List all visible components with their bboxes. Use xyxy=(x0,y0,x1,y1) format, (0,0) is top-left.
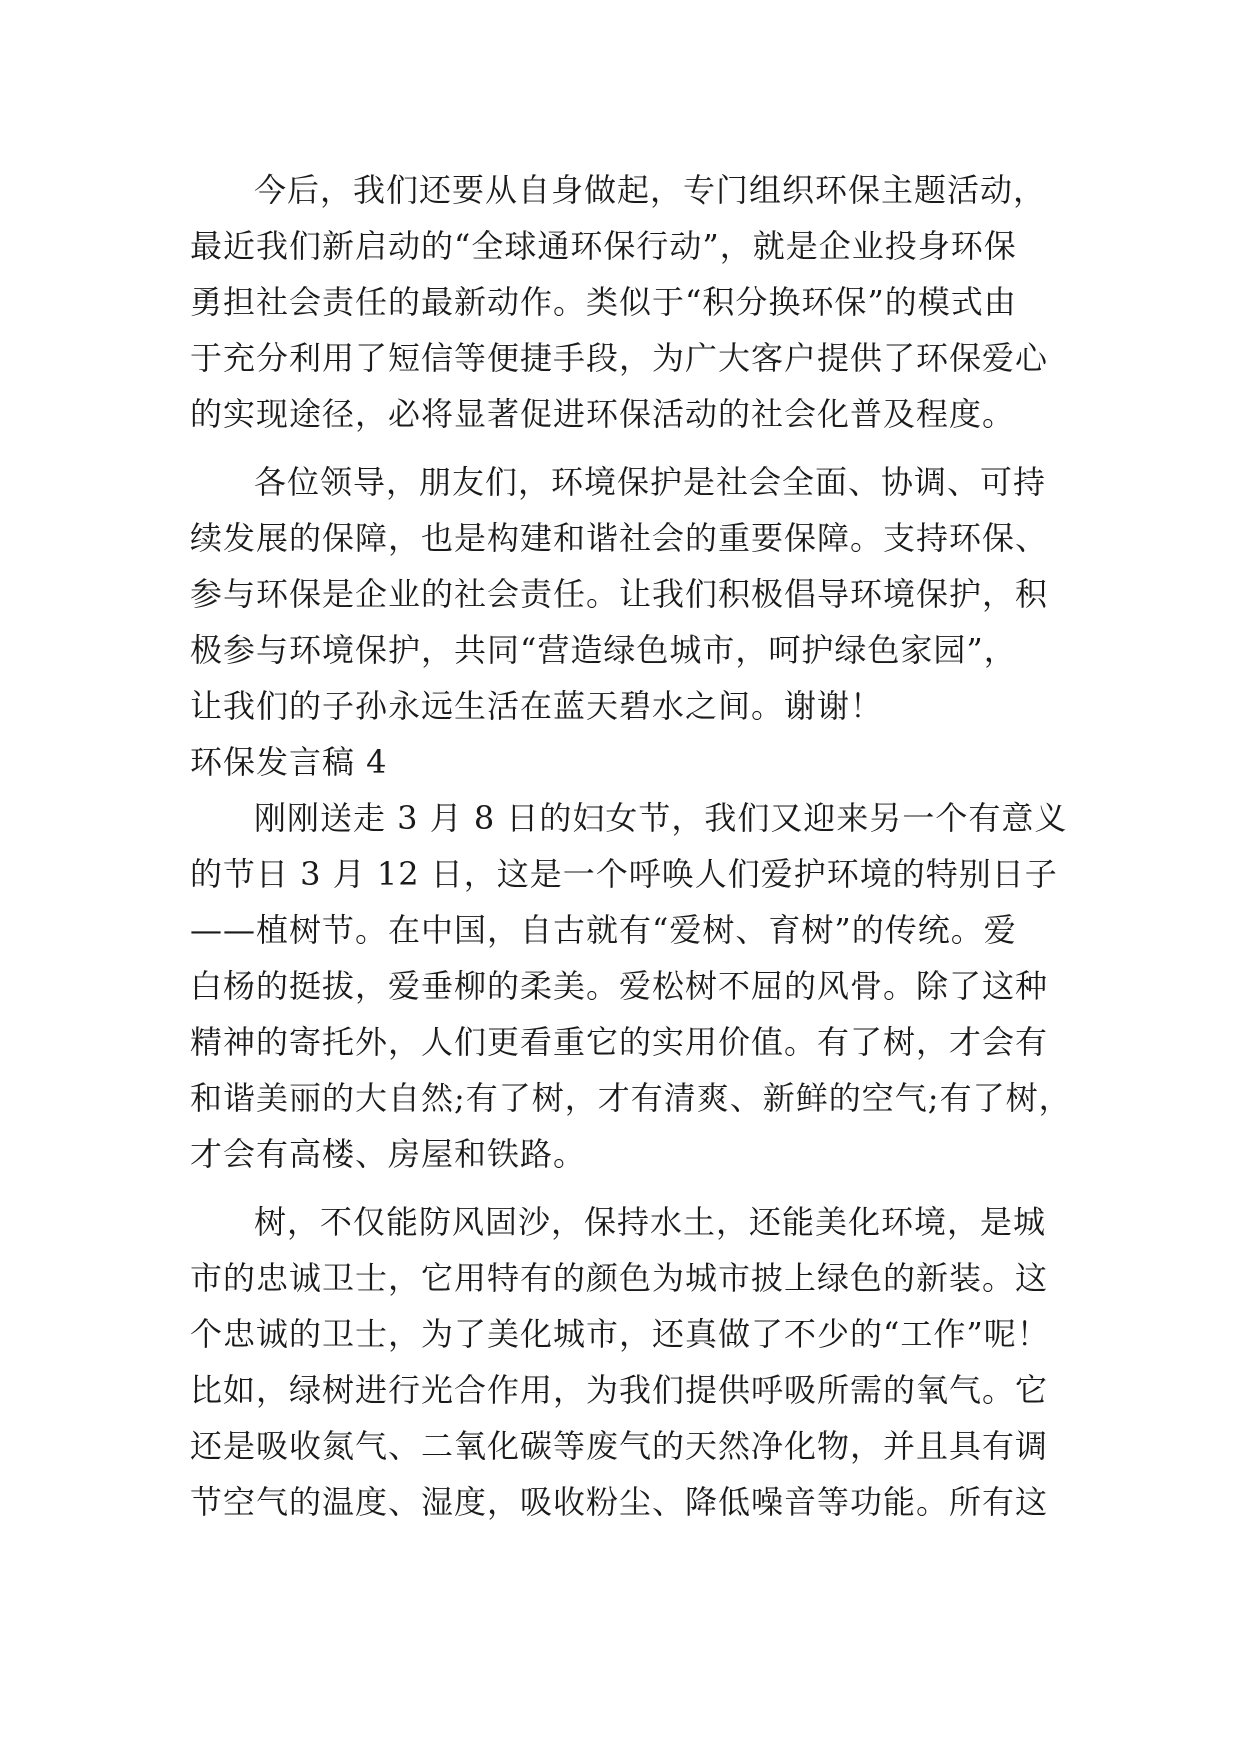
paragraph-line: 于充分利用了短信等便捷手段，为广大客户提供了环保爱心 xyxy=(190,339,1049,377)
paragraph-line: 刚刚送走 3 月 8 日的妇女节，我们又迎来另一个有意义 xyxy=(254,799,1068,837)
paragraph-line: 和谐美丽的大自然;有了树，才有清爽、新鲜的空气;有了树， xyxy=(190,1079,1072,1117)
paragraph-line: 让我们的子孙永远生活在蓝天碧水之间。谢谢！ xyxy=(190,687,884,725)
paragraph-line: 树，不仅能防风固沙，保持水土，还能美化环境，是城 xyxy=(254,1203,1047,1241)
paragraph-line: 最近我们新启动的“全球通环保行动”，就是企业投身环保 xyxy=(190,227,1017,265)
section-heading: 环保发言稿 4 xyxy=(190,743,388,781)
paragraph-1 xyxy=(190,162,1070,442)
paragraph-line: 参与环保是企业的社会责任。让我们积极倡导环境保护，积 xyxy=(190,575,1049,613)
paragraph-line: 各位领导，朋友们，环境保护是社会全面、协调、可持 xyxy=(254,463,1047,501)
paragraph-line: 今后，我们还要从自身做起，专门组织环保主题活动， xyxy=(254,171,1047,209)
paragraph-line: 极参与环境保护，共同“营造绿色城市，呵护绿色家园”， xyxy=(190,631,1017,669)
paragraph-line: 的实现途径，必将显著促进环保活动的社会化普及程度。 xyxy=(190,395,1016,433)
paragraph-line: 才会有高楼、房屋和铁路。 xyxy=(190,1135,587,1173)
paragraph-line: ——植树节。在中国，自古就有“爱树、育树”的传统。爱 xyxy=(190,911,1017,949)
paragraph-line: 的节日 3 月 12 日，这是一个呼唤人们爱护环境的特别日子 xyxy=(190,855,1058,893)
paragraph-line: 白杨的挺拔，爱垂柳的柔美。爱松树不屈的风骨。除了这种 xyxy=(190,967,1049,1005)
paragraph-2 xyxy=(190,454,1070,734)
paragraph-line: 续发展的保障，也是构建和谐社会的重要保障。支持环保、 xyxy=(190,519,1049,557)
paragraph-line: 市的忠诚卫士，它用特有的颜色为城市披上绿色的新装。这 xyxy=(190,1259,1049,1297)
document-body xyxy=(190,162,1070,1530)
paragraph-line: 勇担社会责任的最新动作。类似于“积分换环保”的模式由 xyxy=(190,283,1017,321)
paragraph-line: 节空气的温度、湿度，吸收粉尘、降低噪音等功能。所有这 xyxy=(190,1483,1049,1521)
paragraph-line: 精神的寄托外，人们更看重它的实用价值。有了树，才会有 xyxy=(190,1023,1049,1061)
paragraph-line: 比如，绿树进行光合作用，为我们提供呼吸所需的氧气。它 xyxy=(190,1371,1049,1409)
paragraph-line: 个忠诚的卫士，为了美化城市，还真做了不少的“工作”呢！ xyxy=(190,1315,1050,1353)
paragraph-3 xyxy=(190,790,1070,1182)
paragraph-line: 还是吸收氮气、二氧化碳等废气的天然净化物，并且具有调 xyxy=(190,1427,1049,1465)
paragraph-4 xyxy=(190,1194,1070,1530)
